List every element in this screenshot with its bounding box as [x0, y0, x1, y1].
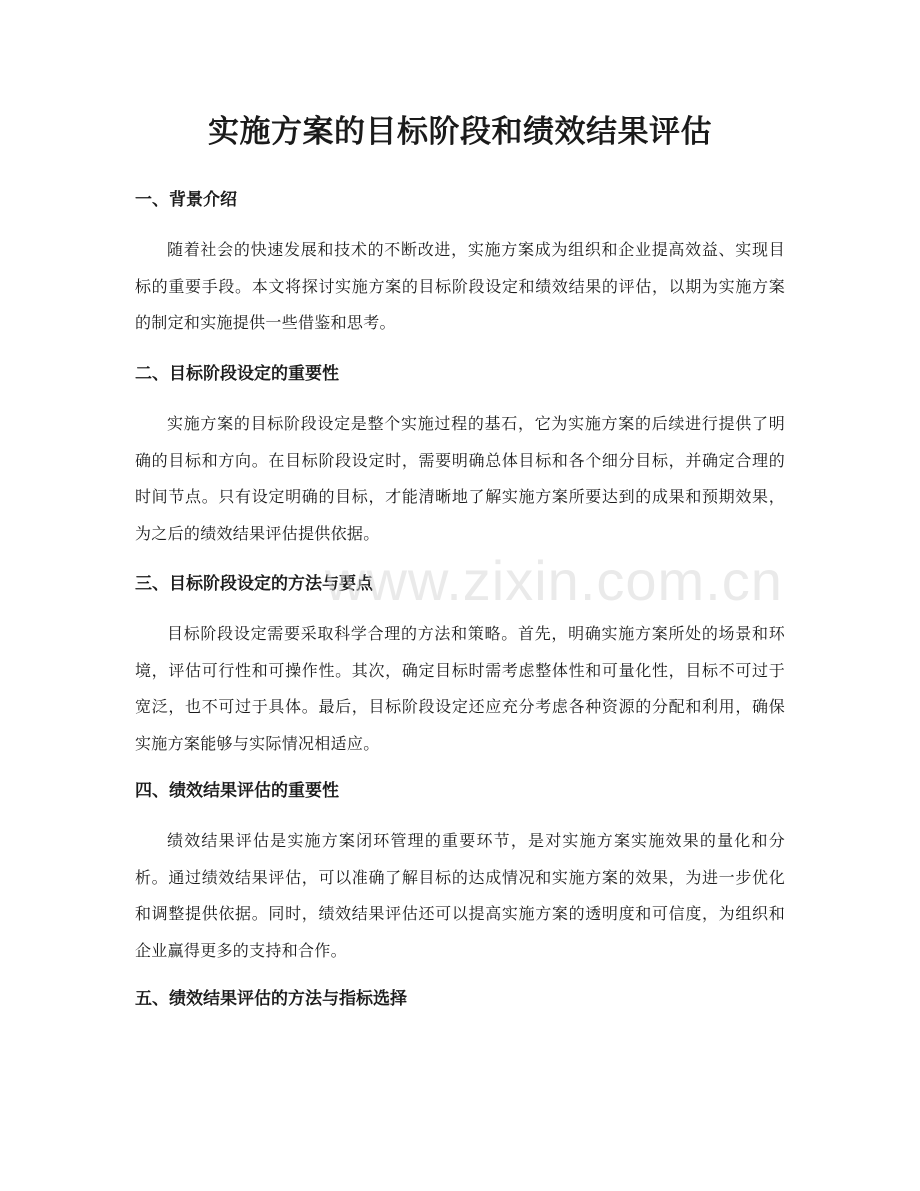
section-paragraph: 目标阶段设定需要采取科学合理的方法和策略。首先，明确实施方案所处的场景和环境，评估可行性和可操作性。其次，确定目标时需考虑整体性和可量化性，目标不可过于宽泛，也不可过于具体。最后，目标阶段设定还应充分考虑各种资源的分配和利用，确保实施方案能够与实际情况相适应。 — [135, 624, 785, 753]
section-heading: 四、绩效结果评估的重要性 — [135, 781, 339, 801]
section-paragraph: 实施方案的目标阶段设定是整个实施过程的基石，它为实施方案的后续进行提供了明确的目标和方向。在目标阶段设定时，需要明确总体目标和各个细分目标，并确定合理的时间节点。只有设定明确的目标，才能清晰地了解实施方案所要达到的成果和预期效果，为之后的绩效结果评估提供依据。 — [135, 414, 785, 543]
section-heading: 五、绩效结果评估的方法与指标选择 — [135, 989, 407, 1009]
section-evaluation-importance — [135, 777, 785, 969]
document-title: 实施方案的目标阶段和绩效结果评估 — [208, 114, 712, 150]
section-evaluation-methods — [135, 985, 785, 1013]
section-heading: 一、背景介绍 — [135, 190, 237, 210]
section-heading: 三、目标阶段设定的方法与要点 — [135, 574, 373, 594]
section-goal-importance — [135, 360, 785, 552]
section-paragraph: 随着社会的快速发展和技术的不断改进，实施方案成为组织和企业提高效益、实现目标的重要手段。本文将探讨实施方案的目标阶段设定和绩效结果的评估，以期为实施方案的制定和实施提供一些借鉴和思考。 — [135, 240, 785, 332]
watermark: www.zixin.com.cn — [325, 549, 783, 612]
section-background — [135, 186, 785, 342]
section-paragraph: 绩效结果评估是实施方案闭环管理的重要环节，是对实施方案实施效果的量化和分析。通过绩效结果评估，可以准确了解目标的达成情况和实施方案的效果，为进一步优化和调整提供依据。同时，绩效结果评估还可以提高实施方案的透明度和可信度，为组织和企业赢得更多的支持和合作。 — [135, 831, 785, 960]
section-goal-methods — [135, 570, 785, 762]
section-heading: 二、目标阶段设定的重要性 — [135, 364, 339, 384]
